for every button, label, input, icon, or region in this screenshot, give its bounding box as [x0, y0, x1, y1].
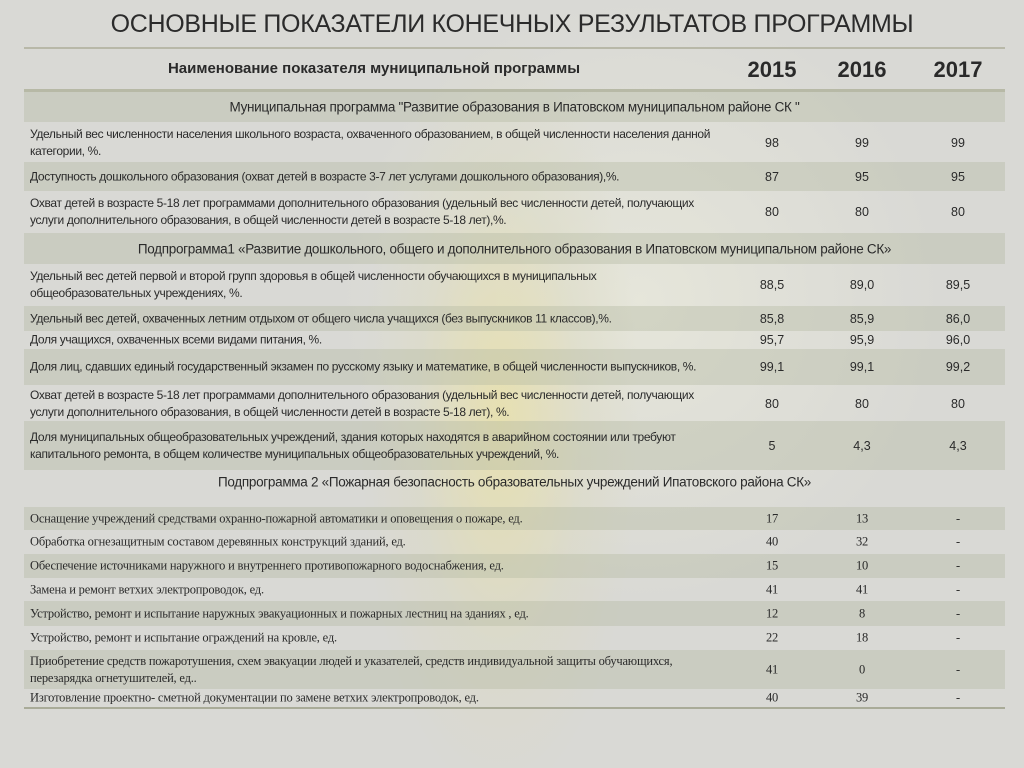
value-2017: 99	[951, 136, 965, 150]
table-bottom-line	[24, 707, 1005, 709]
table-row	[24, 578, 1005, 601]
header-name: Наименование показателя муниципальной программы	[167, 60, 581, 77]
value-2015: 80	[765, 204, 779, 219]
value-2015: 5	[768, 438, 776, 453]
value-2016: 13	[855, 511, 869, 525]
table-row	[24, 349, 1005, 385]
value-2017: -	[956, 662, 960, 676]
table-row	[24, 162, 1005, 191]
value-2015: 22	[765, 630, 779, 645]
value-2015: 88,5	[759, 278, 785, 292]
indicator-name: Устройство, ремонт и испытание наружных эвакуационных и пожарных лестниц на зданиях , ед.	[30, 606, 529, 620]
header-year-2017: 2017	[933, 57, 983, 82]
indicator-name: Доля муниципальных общеобразовательных учреждений, здания которых находятся в аварийном состоянии или требуют капитального ремонта, в общем количестве муниципальных общеобразовательных учреждений, %.	[30, 429, 676, 461]
value-2016: 80	[855, 396, 869, 411]
table-row	[24, 421, 1005, 470]
section-title: Муниципальная программа "Развитие образования в Ипатовском муниципальном районе СК "	[229, 99, 800, 115]
value-2017: 89,5	[945, 278, 971, 292]
value-2016: 8	[858, 606, 866, 620]
section-header-row	[24, 470, 1005, 494]
value-2015: 98	[765, 136, 779, 150]
header-year-2016: 2016	[837, 57, 887, 82]
slide-title: ОСНОВНЫЕ ПОКАЗАТЕЛИ КОНЕЧНЫХ РЕЗУЛЬТАТОВ ПРОГРАММЫ	[110, 10, 914, 38]
indicator-name: Охват детей в возрасте 5-18 лет программами дополнительного образования (удельный вес численности детей, получающих услуги дополнительного образования, в общей численности детей в возрасте 5-18 лет), %.	[30, 387, 694, 419]
value-2017: -	[956, 606, 960, 620]
table-row	[24, 507, 1005, 530]
value-2016: 99	[855, 136, 869, 150]
table-row	[24, 689, 1005, 707]
header-year-2015: 2015	[747, 57, 797, 82]
value-2015: 40	[765, 690, 779, 705]
value-2017: -	[956, 690, 960, 705]
indicator-name: Обеспечение источниками наружного и внутреннего противопожарного водоснабжения, ед.	[30, 558, 504, 573]
table-header	[24, 49, 1005, 91]
section-title: Подпрограмма1 «Развитие дошкольного, общего и дополнительного образования в Ипатовском муниципальном районе СК»	[137, 241, 892, 256]
value-2017: 96,0	[945, 333, 971, 347]
value-2015: 41	[765, 582, 779, 596]
table-row	[24, 386, 1005, 421]
value-2016: 39	[855, 690, 869, 705]
value-2015: 12	[765, 606, 779, 620]
table-row	[24, 306, 1005, 331]
indicator-name: Приобретение средств пожаротушения, схем эвакуации людей и указателей, средств индивидуальной защиты обучающихся, перезарядка огнетушителей, ед..	[30, 653, 673, 685]
value-2016: 0	[858, 662, 866, 676]
table-row	[24, 331, 1005, 349]
value-2017: 99,2	[945, 360, 971, 374]
value-2016: 32	[855, 534, 869, 549]
value-2015: 17	[765, 511, 779, 525]
value-2016: 95	[855, 169, 869, 184]
value-2017: -	[956, 511, 960, 525]
indicator-name: Удельный вес детей, охваченных летним отдыхом от общего числа учащихся (без выпускников 11 классов),%.	[30, 311, 612, 325]
value-2017: 86,0	[945, 311, 971, 326]
indicator-name: Оснащение учреждений средствами охранно-пожарной автоматики и оповещения о пожаре, ед.	[30, 511, 523, 525]
value-2015: 99,1	[759, 360, 785, 374]
table-row	[24, 265, 1005, 305]
section-header-row	[24, 92, 1005, 122]
value-2017: 4,3	[949, 438, 967, 453]
table-row	[24, 554, 1005, 578]
indicator-name: Устройство, ремонт и испытание ограждений на кровле, ед.	[30, 630, 337, 645]
value-2015: 15	[765, 558, 779, 573]
table-row	[24, 650, 1005, 689]
value-2017: 80	[951, 396, 965, 411]
value-2015: 87	[765, 169, 779, 184]
indicator-name: Удельный вес численности населения школьного возраста, охваченного образованием, в общей численности населения данной категории, %.	[30, 127, 711, 158]
indicator-name: Обработка огнезащитным составом деревянных конструкций зданий, ед.	[30, 534, 406, 549]
indicator-name: Охват детей в возрасте 5-18 лет программами дополнительного образования (удельный вес численности детей, получающих услуги дополнительного образования, в общей численности детей в возрасте 5-18 лет),%.	[30, 195, 694, 227]
value-2017: 80	[951, 204, 965, 219]
value-2017: -	[956, 534, 960, 549]
section-header-row	[24, 233, 1005, 264]
value-2016: 95,9	[849, 333, 875, 347]
indicator-name: Изготовление проектно- сметной документации по замене ветхих электропроводок, ед.	[30, 690, 479, 705]
indicator-name: Замена и ремонт ветхих электропроводок, ед.	[30, 582, 264, 596]
value-2015: 95,7	[759, 333, 785, 347]
table-row	[24, 601, 1005, 626]
value-2016: 89,0	[849, 278, 875, 292]
value-2015: 85,8	[759, 311, 785, 326]
value-2015: 41	[765, 662, 779, 676]
value-2016: 80	[855, 204, 869, 219]
value-2017: 95	[951, 169, 965, 184]
section-title: Подпрограмма 2 «Пожарная безопасность образовательных учреждений Ипатовского района СК»	[217, 474, 812, 490]
indicator-name: Доля учащихся, охваченных всеми видами питания, %.	[30, 332, 322, 347]
value-2016: 4,3	[853, 438, 871, 453]
value-2017: -	[956, 630, 960, 645]
value-2016: 85,9	[849, 311, 875, 326]
table-row	[24, 124, 1005, 162]
value-2016: 41	[855, 582, 869, 596]
indicator-name: Доступность дошкольного образования (охват детей в возрасте 3-7 лет услугами дошкольного образования),%.	[30, 169, 620, 183]
table-row	[24, 530, 1005, 554]
table-row	[24, 191, 1005, 232]
table-row	[24, 626, 1005, 650]
value-2015: 80	[765, 396, 779, 411]
value-2016: 18	[855, 630, 869, 645]
indicator-name: Доля лиц, сдавших единый государственный экзамен по русскому языку и математике, в общей численности выпускников, %.	[30, 359, 697, 374]
value-2017: -	[956, 558, 960, 573]
value-2015: 40	[765, 534, 779, 549]
value-2016: 99,1	[849, 360, 875, 374]
value-2016: 10	[855, 558, 869, 573]
value-2017: -	[956, 582, 960, 596]
indicator-name: Удельный вес детей первой и второй групп здоровья в общей численности обучающихся в муниципальных общеобразовательных учреждениях, %.	[30, 269, 597, 300]
